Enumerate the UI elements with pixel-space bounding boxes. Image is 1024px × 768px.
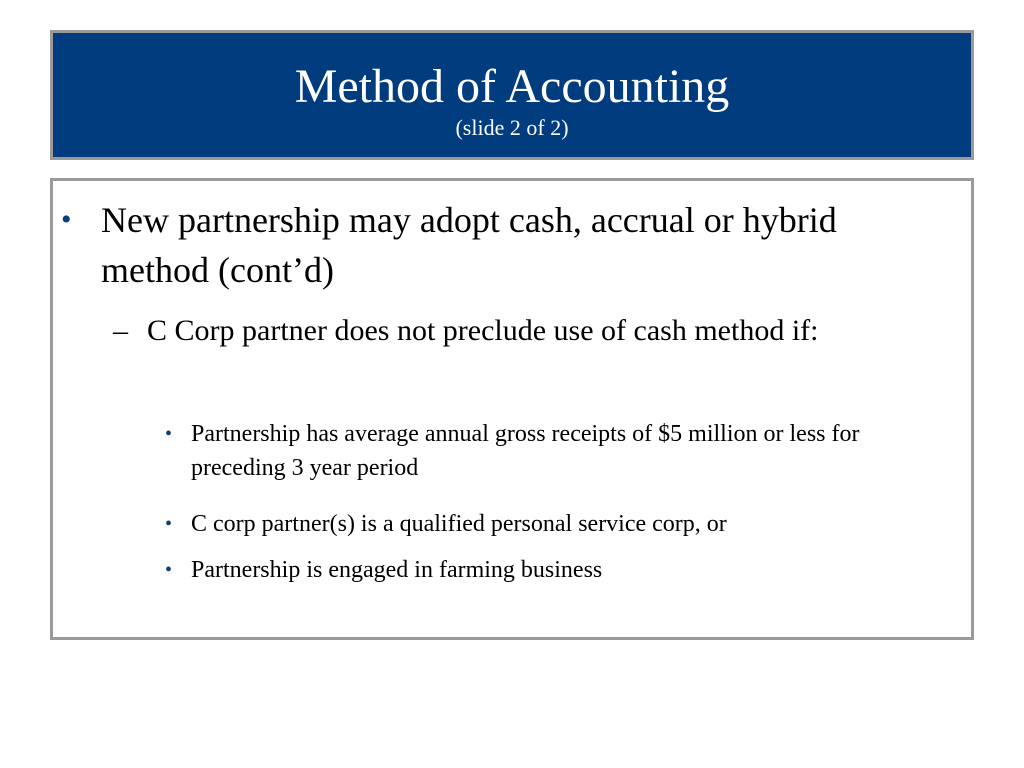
bullet-level1: [61, 195, 941, 295]
bullet-level3-item: [165, 417, 945, 485]
bullet-icon: •: [165, 513, 173, 535]
bullet-icon: •: [165, 559, 173, 581]
bullet-level3-item: [165, 507, 945, 541]
bullet-level2-text: C Corp partner does not preclude use of cash method if:: [147, 314, 819, 347]
slide-subtitle: (slide 2 of 2): [455, 115, 569, 140]
content-panel: [50, 178, 974, 640]
bullet-level3-item: [165, 553, 945, 587]
dash-icon: –: [113, 314, 128, 347]
title-banner: [50, 30, 974, 160]
bullet-level3-text: Partnership is engaged in farming business: [191, 557, 603, 583]
bullet-level2: [113, 309, 943, 353]
bullet-level3-text: Partnership has average annual gross receipts of $5 million or less for preceding 3 year period: [191, 421, 860, 481]
bullet-icon: •: [165, 423, 173, 445]
bullet-level1-text: New partnership may adopt cash, accrual or hybrid method (cont’d): [101, 200, 837, 290]
bullet-level3-text: C corp partner(s) is a qualified personal service corp, or: [191, 511, 727, 537]
slide-title: Method of Accounting: [294, 60, 730, 113]
bullet-icon: •: [61, 203, 72, 236]
